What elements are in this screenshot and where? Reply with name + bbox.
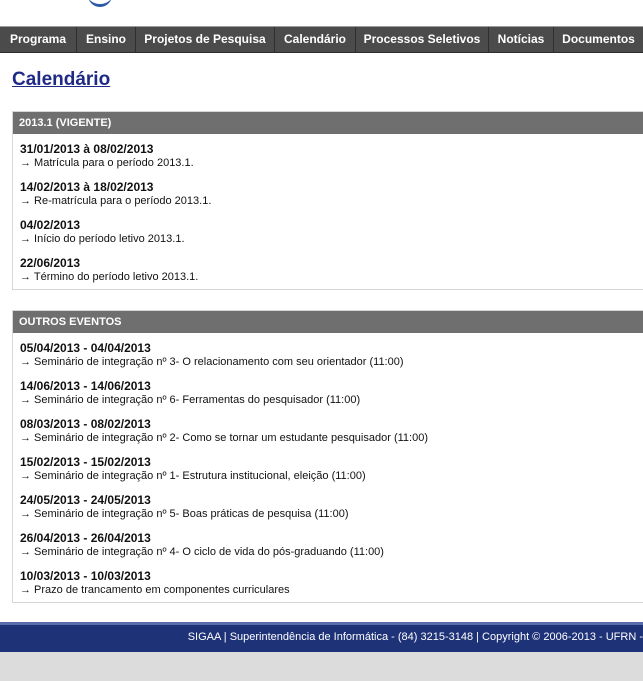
- nav-item-ensino[interactable]: Ensino: [76, 27, 135, 52]
- list-item: [13, 142, 643, 170]
- event-description: → Início do período letivo 2013.1.: [20, 233, 185, 245]
- list-item: [13, 417, 643, 445]
- nav-item-processos-seletivos[interactable]: Processos Seletivos: [355, 27, 488, 52]
- nav-item-programa[interactable]: Programa: [9, 32, 67, 46]
- current-period-header: 2013.1 (VIGENTE): [13, 112, 643, 134]
- list-item: [13, 256, 643, 284]
- current-period-panel: [12, 111, 643, 290]
- logo-fragment-icon: [88, 0, 112, 7]
- event-description: → Prazo de trancamento em componentes curriculares: [20, 584, 290, 596]
- nav-item-calendario[interactable]: Calendário: [274, 27, 355, 52]
- event-date: 04/02/2013: [20, 218, 81, 232]
- list-item: [13, 531, 643, 559]
- nav-item-documentos[interactable]: Documentos: [553, 27, 643, 52]
- logo-strip: [0, 0, 643, 26]
- other-events-header: OUTROS EVENTOS: [13, 311, 643, 333]
- event-description: → Matrícula para o período 2013.1.: [20, 157, 194, 169]
- event-date: 24/05/2013 - 24/05/2013: [20, 493, 151, 507]
- event-description: → Seminário de integração nº 6- Ferramentas do pesquisador (11:00): [20, 394, 361, 406]
- event-date: 14/06/2013 - 14/06/2013: [20, 379, 151, 393]
- nav-item-noticias[interactable]: Notícias: [488, 27, 553, 52]
- event-description: → Seminário de integração nº 2- Como se tornar um estudante pesquisador (11:00): [20, 432, 428, 444]
- event-description: → Término do período letivo 2013.1.: [20, 271, 199, 283]
- main-nav: [0, 26, 643, 53]
- list-item: [13, 455, 643, 483]
- event-date: 22/06/2013: [20, 256, 81, 270]
- event-description: → Seminário de integração nº 3- O relacionamento com seu orientador (11:00): [20, 356, 404, 368]
- event-date: 05/04/2013 - 04/04/2013: [20, 341, 151, 355]
- event-description: → Seminário de integração nº 5- Boas práticas de pesquisa (11:00): [20, 508, 349, 520]
- event-description: → Seminário de integração nº 1- Estrutura institucional, eleição (11:00): [20, 470, 366, 482]
- list-item: [13, 379, 643, 407]
- list-item: [13, 180, 643, 208]
- footer-text: SIGAA | Superintendência de Informática - (84) 3215-3148 | Copyright © 2006-2013 - UFRN -: [187, 631, 643, 643]
- event-date: 10/03/2013 - 10/03/2013: [20, 569, 151, 583]
- nav-item-projetos-de-pesquisa[interactable]: Projetos de Pesquisa: [135, 27, 274, 52]
- footer: [0, 622, 643, 652]
- event-date: 14/02/2013 à 18/02/2013: [20, 180, 154, 194]
- list-item: [13, 493, 643, 521]
- event-description: → Seminário de integração nº 4- O ciclo de vida do pós-graduando (11:00): [20, 546, 384, 558]
- event-description: → Re-matrícula para o período 2013.1.: [20, 195, 212, 207]
- event-date: 08/03/2013 - 08/02/2013: [20, 417, 151, 431]
- other-events-panel: [12, 310, 643, 603]
- list-item: [13, 341, 643, 369]
- event-date: 31/01/2013 à 08/02/2013: [20, 142, 154, 156]
- list-item: [13, 569, 643, 597]
- event-date: 15/02/2013 - 15/02/2013: [20, 455, 151, 469]
- event-date: 26/04/2013 - 26/04/2013: [20, 531, 151, 545]
- page-title[interactable]: Calendário: [12, 69, 111, 90]
- page-bottom-background: [0, 652, 643, 681]
- list-item: [13, 218, 643, 246]
